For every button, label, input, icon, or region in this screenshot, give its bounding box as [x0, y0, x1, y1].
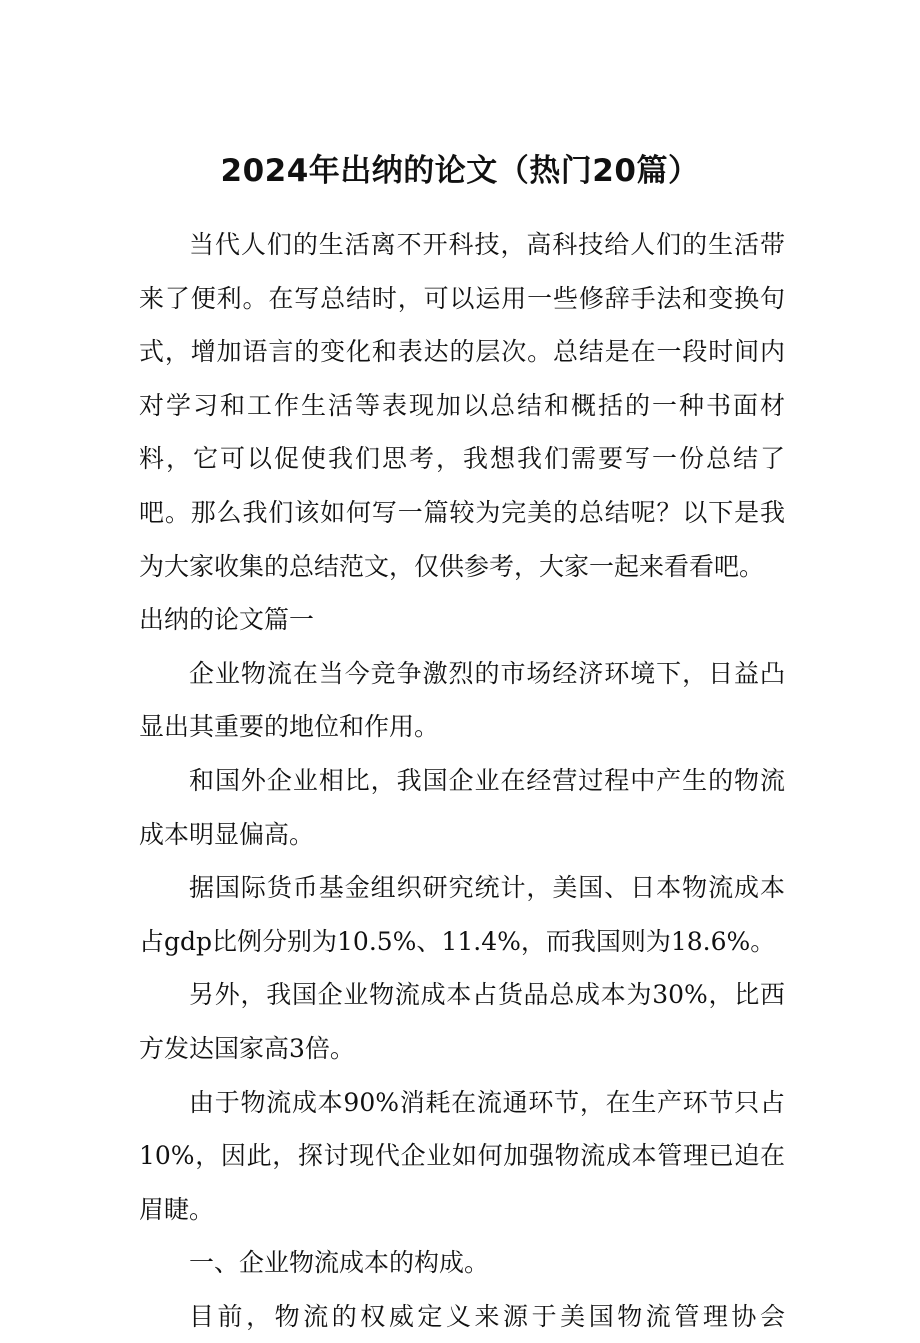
document-title: 2024年出纳的论文（热门20篇） — [220, 153, 700, 189]
body-paragraph: 由于物流成本90%消耗在流通环节，在生产环节只占10%，因此，探讨现代企业如何加强物流成本管理已迫在眉睫。 — [139, 1087, 785, 1224]
document-body — [139, 218, 785, 1343]
section-heading: 出纳的论文篇一 — [139, 605, 315, 635]
body-paragraph-truncated: 目前，物流的权威定义来源于美国物流管理协会 — [189, 1301, 785, 1331]
intro-paragraph: 当代人们的生活离不开科技，高科技给人们的生活带来了便利。在写总结时，可以运用一些修辞手法和变换句式，增加语言的变化和表达的层次。总结是在一段时间内对学习和工作生活等表现加以总结和概括的一种书面材料，它可以促使我们思考，我想我们需要写一份总结了吧。那么我们该如何写一篇较为完美的总结呢？以下是我为大家收集的总结范文，仅供参考，大家一起来看看吧。 — [139, 230, 785, 581]
body-paragraph: 和国外企业相比，我国企业在经营过程中产生的物流成本明显偏高。 — [139, 765, 785, 849]
subsection-heading: 一、企业物流成本的构成。 — [189, 1248, 490, 1278]
body-paragraph: 据国际货币基金组织研究统计，美国、日本物流成本占gdp比例分别为10.5%、11.4%，而我国则为18.6%。 — [139, 873, 785, 956]
body-paragraph: 另外，我国企业物流成本占货品总成本为30%，比西方发达国家高3倍。 — [139, 980, 785, 1063]
body-paragraph: 企业物流在当今竞争激烈的市场经济环境下，日益凸显出其重要的地位和作用。 — [139, 658, 785, 742]
